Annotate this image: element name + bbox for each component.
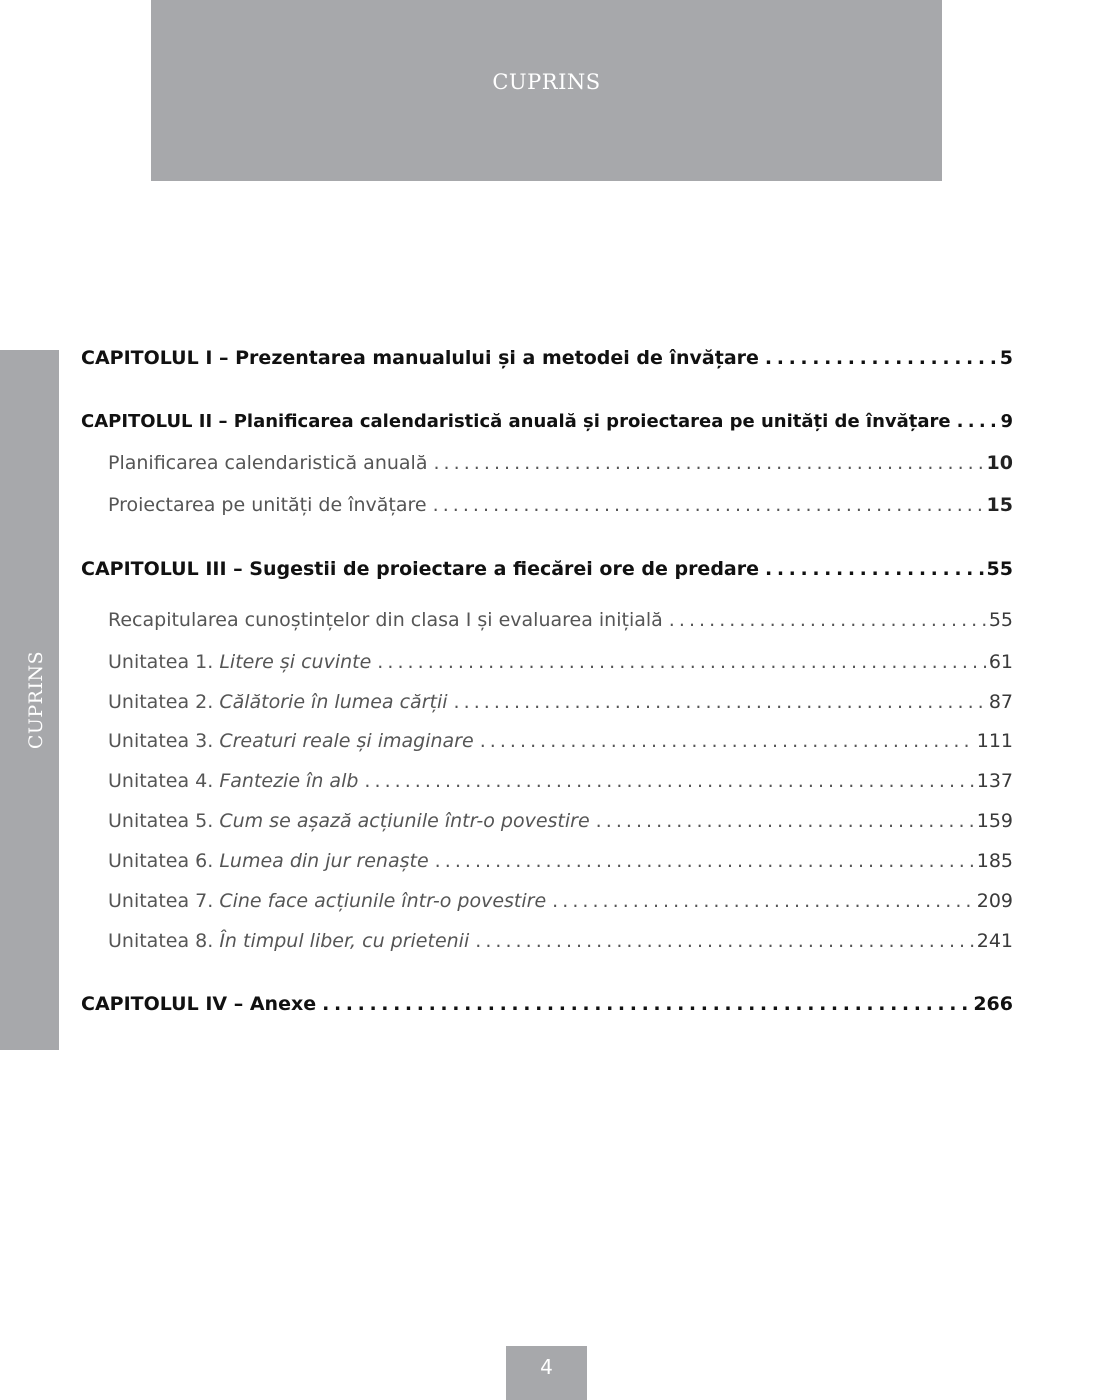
toc-entry-title [108, 847, 429, 875]
page-number-box [506, 1346, 587, 1400]
unit-prefix: Unitatea 6. [108, 850, 214, 872]
toc-page-number: 10 [986, 452, 1013, 474]
toc-entry-title [108, 767, 358, 795]
toc-entry-title [108, 688, 448, 716]
dot-leader [765, 344, 998, 372]
side-tab-label: CUPRINS [25, 650, 47, 750]
toc-page-number: 5 [999, 347, 1013, 369]
toc-section-recapitularea[interactable] [108, 606, 1013, 634]
dot-leader [552, 887, 975, 915]
toc-page-number: 241 [976, 930, 1013, 952]
unit-title: Cum se așază acțiunile într-o povestire [219, 810, 590, 832]
dot-leader [669, 606, 987, 634]
toc-page-number: 9 [1000, 411, 1013, 432]
toc-page-number: 185 [976, 850, 1013, 872]
unit-title: În timpul liber, cu prietenii [219, 930, 470, 952]
dot-leader [377, 648, 987, 676]
toc-page-number: 87 [988, 691, 1013, 713]
unit-prefix: Unitatea 4. [108, 770, 214, 792]
toc-page-number: 15 [986, 494, 1013, 516]
toc-entry-title: Recapitularea cunoștințelor din clasa I și evaluarea inițială [108, 609, 663, 631]
toc-section-planificarea[interactable] [108, 449, 1013, 477]
toc-entry-title [108, 648, 371, 676]
unit-prefix: Unitatea 5. [108, 810, 214, 832]
toc-unit-6[interactable] [108, 847, 1013, 875]
toc-entry-title: CAPITOLUL III – Sugestii de proiectare a fiecărei ore de predare [81, 558, 759, 580]
toc-entry-title: CAPITOLUL I – Prezentarea manualului și a metodei de învățare [81, 347, 759, 369]
toc-unit-4[interactable] [108, 767, 1013, 795]
dot-leader [435, 847, 975, 875]
dot-leader [475, 927, 975, 955]
header-band [151, 0, 942, 181]
dot-leader [364, 767, 974, 795]
unit-title: Lumea din jur renaște [219, 850, 429, 872]
toc-unit-1[interactable] [108, 648, 1013, 676]
toc-chapter-4[interactable] [81, 990, 1013, 1018]
toc-entry-title: Planificarea calendaristică anuală [108, 452, 428, 474]
toc-entry-title [108, 807, 590, 835]
toc-page-number: 61 [988, 651, 1013, 673]
toc-entry-title: CAPITOLUL II – Planificarea calendaristică anuală și proiectarea pe unități de învățare [81, 411, 951, 432]
toc-page-number: 209 [976, 890, 1013, 912]
toc-page-number: 55 [986, 558, 1013, 580]
toc-page-number: 111 [976, 730, 1013, 752]
toc-unit-2[interactable] [108, 688, 1013, 716]
unit-title: Creaturi reale și imaginare [219, 730, 474, 752]
dot-leader [322, 990, 971, 1018]
toc-unit-5[interactable] [108, 807, 1013, 835]
dot-leader [957, 408, 999, 436]
unit-prefix: Unitatea 8. [108, 930, 214, 952]
toc-chapter-3[interactable] [81, 555, 1013, 583]
unit-title: Litere și cuvinte [219, 651, 372, 673]
toc-chapter-1[interactable] [81, 344, 1013, 372]
toc-page-number: 137 [976, 770, 1013, 792]
page-number: 4 [540, 1355, 553, 1379]
toc-unit-7[interactable] [108, 887, 1013, 915]
toc-entry-title: Proiectarea pe unități de învățare [108, 494, 427, 516]
unit-prefix: Unitatea 3. [108, 730, 214, 752]
dot-leader [433, 491, 985, 519]
toc-entry-title [108, 927, 469, 955]
toc-chapter-2[interactable] [81, 408, 1013, 436]
unit-title: Fantezie în alb [219, 770, 359, 792]
unit-prefix: Unitatea 1. [108, 651, 214, 673]
toc-page-number: 55 [988, 609, 1013, 631]
page-title: CUPRINS [492, 70, 601, 94]
toc-entry-title [108, 887, 546, 915]
toc-section-proiectarea[interactable] [108, 491, 1013, 519]
dot-leader [765, 555, 985, 583]
dot-leader [433, 449, 984, 477]
unit-title: Călătorie în lumea cărții [219, 691, 448, 713]
toc-entry-title: CAPITOLUL IV – Anexe [81, 993, 317, 1015]
toc-page-number: 266 [973, 993, 1013, 1015]
unit-title: Cine face acțiunile într-o povestire [219, 890, 547, 912]
unit-prefix: Unitatea 2. [108, 691, 214, 713]
toc-unit-3[interactable] [108, 727, 1013, 755]
dot-leader [454, 688, 987, 716]
toc-page-number: 159 [976, 810, 1013, 832]
dot-leader [480, 727, 975, 755]
dot-leader [596, 807, 975, 835]
unit-prefix: Unitatea 7. [108, 890, 214, 912]
toc-entry-title [108, 727, 474, 755]
toc-unit-8[interactable] [108, 927, 1013, 955]
